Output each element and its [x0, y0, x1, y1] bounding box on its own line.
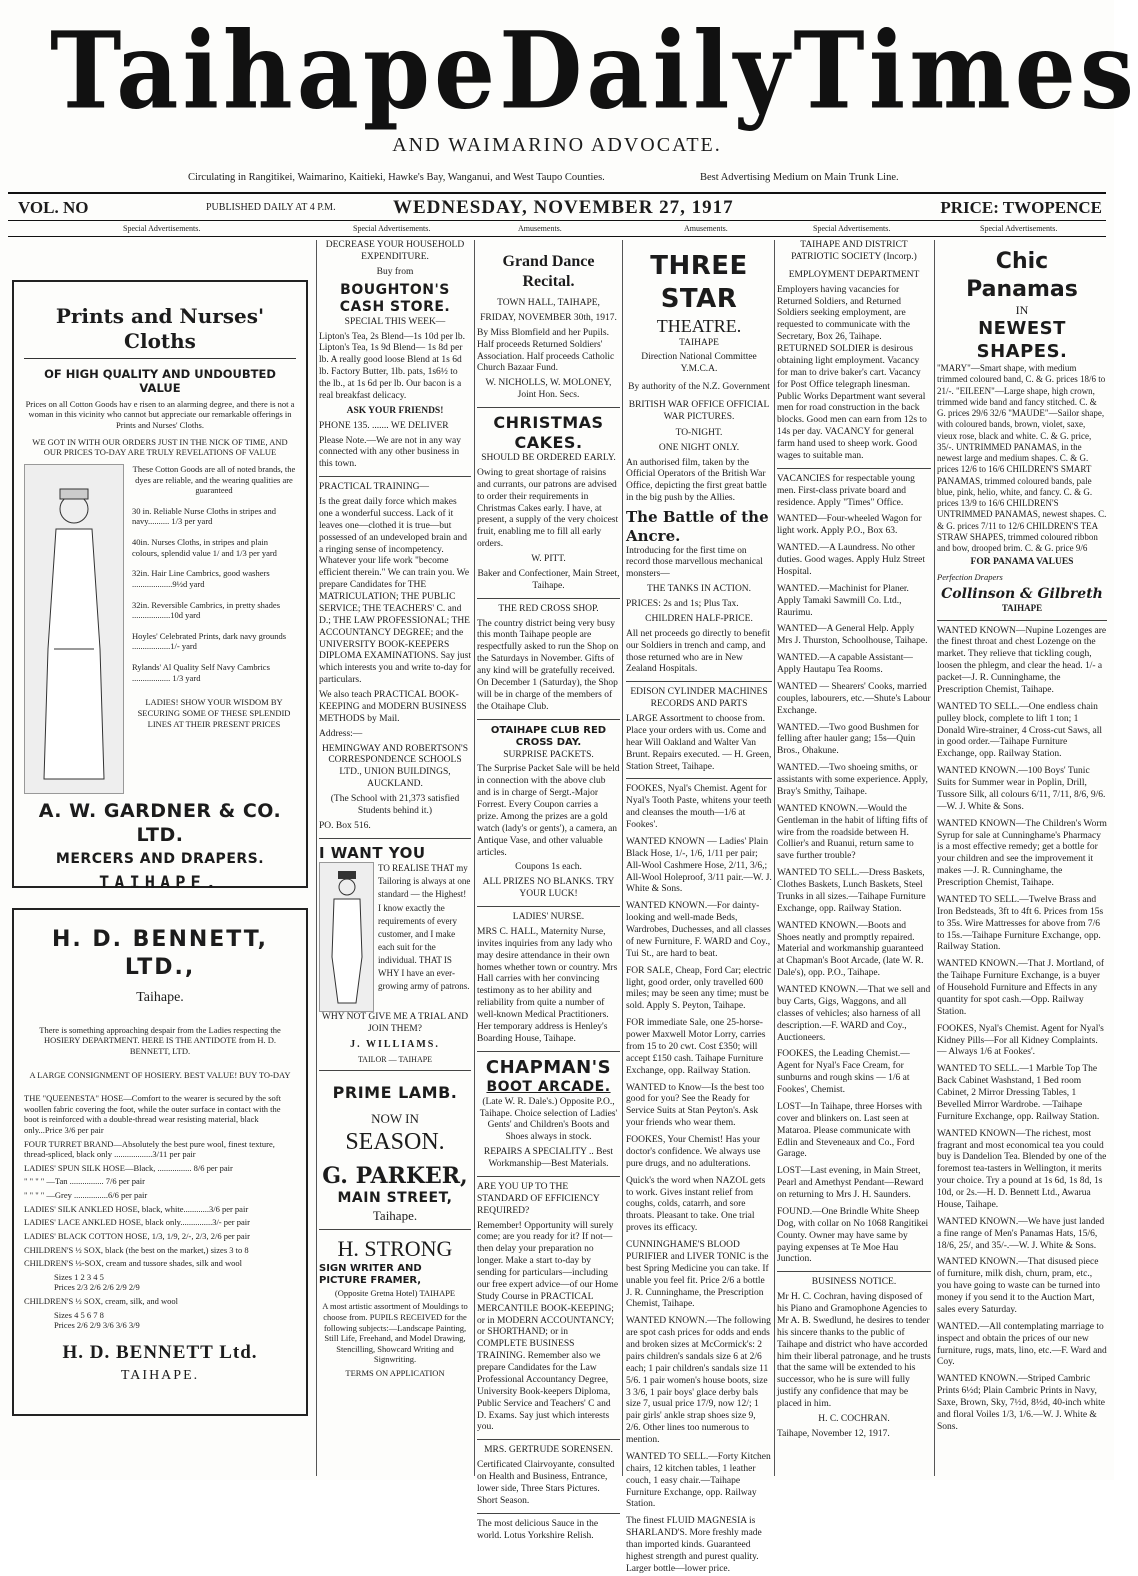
classified-item: WANTED—Four-wheeled Wagon for light work. Apply P.O., Box 63.	[777, 514, 922, 537]
classified-item: FOOKES, Nyal's Chemist. Agent for Nyal's Tooth Paste, whitens your teeth and cleanses the mouth—1/6 at Fookes'.	[626, 784, 772, 830]
williams-name: J. WILLIAMS.	[350, 1039, 440, 1051]
newspaper-title	[0, 8, 1138, 133]
bennett-large: A LARGE CONSIGNMENT OF HOSIERY. BEST VALUE! BUY TO-DAY	[29, 1070, 291, 1081]
now-in: NOW IN	[371, 1110, 419, 1126]
sox-label: CHILDREN'S ½ SOX, cream, silk, and wool	[24, 1296, 179, 1306]
classified-item: WANTED KNOWN — Ladies' Plain Black Hose, 1/-, 1/6, 1/11 per pair; All-Wool Cashmere Hose, 2/11, 3/6,; All-Wool Holeproof, 3/11 pair.—W. J. White & Sons.	[626, 836, 772, 895]
phone-line: PHONE 135. ....... WE DELIVER	[319, 420, 449, 431]
divider	[8, 192, 1106, 194]
collinson-town: TAIHAPE	[1001, 603, 1043, 614]
season-title: SEASON.	[345, 1128, 445, 1155]
classified-item: FOOKES, Your Chemist! Has your doctor's confidence. We always use pure drugs, and no adulterations.	[626, 1135, 761, 1169]
employment-text: Employers having vacancies for Returned Soldiers, and Returned Soldiers seeking employment, are requested to communicate with the Secretary, Box 26, Taihape. RETURNED SOLDIER is desirous obtaining light employment. Vacancy for man to drive baker's cart. Vacancy for Post Office telegraph linesman. Public Works Department want several men for road construction in the back blocks. Good men can earn from 12s to 14s per day. VACANCY for general farm hand used to sheep work. Good wages to suitable man.	[777, 284, 927, 461]
surprise-text: The Surprise Packet Sale will be held in connection with the above club and is in charge of Sergt.-Major Forrest. Every Coupon carries a prize. Among the prizes are a gold watch (lady's or gents'), a camera, an Antique Vase, and other valuable articles.	[477, 764, 620, 858]
hosiery-line: LADIES' SPUN SILK HOSE—Black, ................ 8/6 per pair	[24, 1162, 233, 1173]
tonight: TO-NIGHT.	[675, 427, 723, 438]
cochran-date: Taihape, November 12, 1917.	[777, 1428, 890, 1439]
edison-text: LARGE Assortment to choose from. Place your orders with us. Come and hear Will Oakland and Walter Van Brunt. Repairs executed. — H. Green, Station Street, Taihape.	[626, 714, 772, 772]
po-box: PO. Box 516.	[319, 820, 371, 831]
chic-in: IN	[1015, 303, 1029, 317]
parker-name: G. PARKER,	[322, 1162, 468, 1189]
bennett-town: Taihape.	[136, 990, 184, 1005]
classified-item: CUNNINGHAME'S BLOOD PURIFIER and LIVER TONIC is the best Spring Medicine you can take. If unable you feel fit. Price 2/6 a bottle J. R. Cunninghame, the Prescription Chemist, Taihape.	[626, 1240, 769, 1310]
classified-item: WANTED KNOWN.—That disused piece of furniture, milk dish, churn, pram, etc., you have going to waste can be turned into money if you send it to the Auction Mart, sales every Saturday.	[937, 1257, 1101, 1315]
patriotic-title: TAIHAPE AND DISTRICT PATRIOTIC SOCIETY (Incorp.)	[791, 240, 917, 262]
boughton-title: BOUGHTON'S	[340, 281, 450, 298]
classified-item: Quick's the word when NAZOL gets to work. Gives instant relief from coughs, colds, catarrh, and sore throats. Pleasant to take. One trial proves its efficacy.	[626, 1175, 766, 1234]
hosiery-line: LADIES' SILK ANKLED HOSE, black, white............3/6 per pair	[24, 1203, 249, 1214]
vacancies: VACANCIES for respectable young men. First-class private board and residence. Apply "Times" Office.	[777, 473, 915, 508]
cash-store-title: CASH STORE.	[339, 299, 451, 316]
classified-item: WANTED KNOWN.—The following are spot cash prices for odds and ends and broken sizes at McCormick's: 2 pairs children's sandals size 6 at 2/6 each; 1 pair children's sandals size 11 5/6. 1 pair women's house boots, size 3 3/6, 1 pair boys' glace derby bals size 7, usual price 17/9, now 12/; 1 pair girls' ankle strap shoes size 9, 2/6. Other lines too numerous to mention.	[626, 1316, 771, 1445]
collinson-logo: Collinson & Gilbreth	[941, 585, 1103, 602]
title-word: Daily	[499, 8, 794, 133]
classified-item: WANTED TO SELL.—Dress Baskets, Clothes Baskets, Lunch Baskets, Steel Trunks in all sizes.—Taihape Furniture Exchange, opp. Railway Station.	[777, 868, 926, 914]
pitt-trade: Baker and Confectioner, Main Street, Taihape.	[477, 568, 620, 591]
chapman-text: (Late W. R. Dale's.) Opposite P.O., Taihape. Choice selection of Ladies' Gents' and Children's Boots and Shoes always in stock.	[479, 1096, 618, 1143]
nurse-text: MRS C. HALL, Maternity Nurse, invites inquiries from any lady who may desire attendance in their own homes whether town or country. Mrs Hall carries with her convincing testimony as to her ability and reliability from quite a number of well-known Medical Practitioners. Her temporary address is Henley's Boarding House, Taihape.	[477, 926, 618, 1044]
business-text: Mr H. C. Cochran, having disposed of his Piano and Gramophone Agencies to Mr A. B. Swedlund, he desires to tender his sincere thanks to the public of Taihape and district who have accorded him their liberal patronage, and he trusts that the same will be extended to his successor, who he is sure will fully justify any confidence that may be placed in him.	[777, 1292, 931, 1409]
cotton-note: These Cotton Goods are all of noted brands, the dyes are reliable, and the wearing qualities are guaranteed	[132, 463, 296, 496]
all-prizes: ALL PRIZES NO BLANKS. TRY YOUR LUCK!	[482, 877, 615, 900]
classified-item: WANTED KNOWN.—That J. Mortland, of the Taihape Furniture Exchange, is a buyer of Household Furniture and Effects in any quantity for spot cash.—Opp. Railway Station.	[937, 959, 1105, 1017]
want-you-title: I WANT YOU	[319, 843, 426, 862]
classified-item: WANTED KNOWN—The richest, most fragrant and most economical tea you could buy is Dandelion Tea. Blended by one of the foremost tea-tasters in Wellington, it merits your choice. Try a pound at 1s 6d, 1s 8d, 1s 10d, or 2s.—H. D. Bennett Ltd., Awarua House, Taihape.	[937, 1128, 1107, 1210]
nurse-title: LADIES' NURSE.	[512, 912, 585, 922]
title-word: Times	[793, 8, 1138, 133]
gardner-name: A. W. GARDNER & CO. LTD.	[38, 799, 282, 846]
ancre-text: Introducing for the first time on record those marvellous mechanical monsters—	[626, 545, 763, 580]
ancre-title: The Battle of the Ancre.	[626, 508, 769, 545]
strong-text: A most artistic assortment of Mouldings to choose from. PUPILS RECEIVED for the following subjects:—Landscape Painting, Still Life, Freehand, and Model Drawing, Stencilling, Showcard Writing and Signwriting.	[322, 1301, 468, 1365]
dance-text: By Miss Blomfield and her Pupils. Half proceeds Returned Soldiers' Association. Half proceeds Catholic Church Bazaar Fund.	[477, 327, 615, 374]
school-address: HEMINGWAY AND ROBERTSON'S CORRESPONDENCE SCHOOLS LTD., UNION BUILDINGS, AUCKLAND.	[321, 743, 469, 790]
column-headers	[8, 223, 1106, 237]
children-price: CHILDREN HALF-PRICE.	[645, 613, 753, 624]
hosiery-line: LADIES' BLACK COTTON HOSE, 1/3, 1/9, 2/-, 2/3, 2/6 per pair	[24, 1230, 250, 1241]
surprise-title: SURPRISE PACKETS.	[503, 749, 594, 760]
column-3	[477, 240, 620, 1541]
hosiery-list	[24, 1139, 296, 1331]
classified-item: WANTED TO SELL.—Forty Kitchen chairs, 12 kitchen tables, 1 leather couch, 1 easy chair.—Taihape Furniture Exchange, opp. Railway Station.	[626, 1451, 771, 1510]
gardner-order-note: WE GOT IN WITH OUR ORDERS JUST IN THE NICK OF TIME, AND OUR PRICES TO-DAY ARE TRULY REVELATIONS OF VALUE	[32, 436, 288, 458]
classified-item: LOST—Last evening, in Main Street, Pearl and Amethyst Pendant—Reward on returning to Mrs J. H. Saunders.	[777, 1166, 924, 1200]
classified-item: WANTED.—All contemplating marriage to inspect and obtain the prices of our new furniture, rugs, mats, lino, etc.—F. Ward and Coy.	[937, 1321, 1107, 1368]
classified-item: WANTED — Shearers' Cooks, married couples, labourers, etc.—Shute's Labour Exchange.	[777, 681, 931, 716]
classified-item: WANTED KNOWN.—100 Boys' Tunic Suits for Summer wear in Poplin, Drill, Tussore Silk, all colours 6/11, 7/11, 8/6, 9/6.—W. J. White & Sons.	[937, 766, 1106, 812]
tailor-advert	[319, 862, 471, 1012]
column-6	[937, 240, 1107, 1478]
classified-item: WANTED KNOWN.—For dainty-looking and well-made Beds, Wardrobes, Duchesses, and all classes of new Furniture, F. WARD and Coy., Tui St., are hard to beat.	[626, 901, 771, 959]
dance-title: Grand Dance Recital.	[502, 253, 595, 290]
classified-item: WANTED.—A Laundress. No other duties. Good wages. Apply Hulz Street Hospital.	[777, 543, 926, 577]
perfection-drapers: Perfection Drapers	[937, 572, 1003, 583]
price-item: 32in. Hair Line Cambrics, good washers ...................9½d yard	[132, 568, 270, 589]
best-medium-line: Best Advertising Medium on Main Trunk Line.	[700, 172, 899, 183]
panama-list: "MARY"—Smart shape, with medium trimmed coloured band, C. & G. prices 18/6 to 21/-. "EILEEN"—Large shape, high crown, trimmed wide band and fancy stitched. C. & G. prices 29/6 32/6 "MAUDE"—Sailor shape, with coloured bands, brown, violet, saxe, vieux rose, black and white. C. & G. price, 35/-. UNTRIMMED PANAMAS, in the newest large and medium shapes. C. & G. prices 12/6 to 16/6 CHILDREN'S SMART PANAMAS, trimmed coloured bands, pale blue, pink, helio, white, and fancy. C. & G. prices 13/9 to 16/6 CHILDREN'S UNTRIMMED PANAMAS, newest shapes. C. & G. prices 7/11 to 12/6 CHILDREN'S TEA STRAW SHAPES, trimmed coloured ribbon and bow, drooped brim. C. & G. price 9/6	[937, 363, 1107, 553]
newest-shapes-title: NEWEST SHAPES.	[976, 318, 1068, 362]
dance-secretaries: W. NICHOLLS, W. MOLONEY, Joint Hon. Secs.	[485, 378, 612, 401]
column-rule	[474, 240, 475, 1476]
gardner-trade: MERCERS AND DRAPERS.	[55, 851, 265, 868]
red-cross-title: THE RED CROSS SHOP.	[498, 603, 599, 614]
classified-item: WANTED—A General Help. Apply Mrs J. Thurston, Schoolhouse, Taihape.	[777, 624, 928, 647]
theatre-authority: By authority of the N.Z. Government	[628, 382, 770, 393]
classified-item: FOUND.—One Brindle White Sheep Dog, with collar on No 1068 Rangitikei County. Owner may have same by paying expenses at Te Moe Hau Junction.	[777, 1206, 929, 1265]
column-header: Amusements.	[518, 224, 562, 233]
date-bar	[8, 197, 1106, 219]
prime-lamb-title: PRIME LAMB.	[332, 1082, 458, 1102]
three-star-title: THREE STAR	[650, 251, 748, 314]
classified-item: WANTED to Know—Is the best too good for you? See the Ready for Service Suits at Stan Peyton's. Ask your friends who wear them.	[626, 1082, 764, 1129]
standard-heading: ARE YOU UP TO THE STANDARD OF EFFICIENCY REQUIRED?	[477, 1181, 600, 1216]
special-week: SPECIAL THIS WEEK—	[344, 316, 446, 327]
panama-values: FOR PANAMA VALUES	[970, 557, 1074, 568]
strong-location: (Opposite Gretna Hotel) TAIHAPE	[334, 1287, 456, 1298]
classified-item: WANTED KNOWN.—That we sell and buy Carts, Gigs, Waggons, and all classes of vehicles; also harness of all description.—F. WARD and Coy., Auctioneers.	[777, 985, 931, 1043]
sorensen-text: Certificated Clairvoyante, consulted on Health and Business, Entrance, lower side, Three Stars Pictures. Short Season.	[477, 1460, 615, 1506]
newspaper-subtitle: AND WAIMARINO ADVOCATE.	[392, 134, 722, 156]
gardner-intro: Prices on all Cotton Goods hav e risen to an alarming degree, and there is not a woman in this vicinity who cannot but appreciate our remarkable offerings in Prints and Nurses' Cloths.	[25, 398, 295, 430]
column-rule	[316, 240, 317, 1476]
pitt-name: W. PITT.	[531, 554, 566, 564]
business-title: BUSINESS NOTICE.	[811, 1277, 897, 1288]
one-night: ONE NIGHT ONLY.	[658, 442, 740, 453]
gardner-subtitle: OF HIGH QUALITY AND UNDOUBTED VALUE	[44, 367, 276, 396]
tanks: THE TANKS IN ACTION.	[646, 584, 752, 595]
coupons: Coupons 1s each.	[515, 862, 582, 873]
store-specials: Lipton's Tea, 2s Blend—1s 10d per lb. Lipton's Tea, 1s 9d Blend— 1s 8d per lb. A really good loose Blend at 1s 6d lb. Factory Butter, 1lb. pats, 1s6½ to the lb., at 1s 6d per lb. Our bacon is a real breakfast delicacy.	[319, 331, 465, 401]
price-item: Rylands' Al Quality Self Navy Cambrics .................. 1/3 yard	[132, 662, 270, 683]
column-5	[777, 240, 931, 1478]
column-4	[626, 240, 772, 1574]
tailor-text: TO REALISE THAT my Tailoring is always at one standard — the Highest! I know exactly the requirements of every customer, and I make each suit for the individual. THAT IS WHY I have an ever-growing army of patrons.	[378, 863, 471, 991]
otaihape-title: OTAIHAPE CLUB RED CROSS DAY.	[490, 724, 607, 748]
hosiery-line: CHILDREN'S ½-SOX, cream and tussore shades, silk and wool	[24, 1258, 243, 1269]
classified-item: WANTED KNOWN—The Children's Worm Syrup for sale at Cunninghame's Pharmacy is a most effective remedy; get a bottle for your children and see the improvement it makes —J. R. Cunninghame, the Prescription Chemist, Taihape.	[937, 818, 1107, 888]
classified-item: FOR SALE, Cheap, Ford Car; electric light, good order, only travelled 600 miles; may be seen any time; must be sold. Apply S. Peyton, Taihape.	[626, 965, 772, 1012]
film-text: An authorised film, taken by the Official Operators of the British War Office, depicting the first great battle in the big push by the Allies.	[626, 457, 767, 504]
bennett-title: H. D. BENNETT, LTD.,	[51, 927, 269, 980]
price-item: 40in. Nurses Cloths, in stripes and plain colours, splendid value 1/ and 1/3 per yard	[132, 537, 277, 558]
cochran-name: H. C. COCHRAN.	[818, 1413, 890, 1424]
theatre-town: TAIHAPE	[679, 337, 719, 348]
chapman-title: CHAPMAN'S	[485, 1056, 612, 1078]
hosiery-line: FOUR TURRET BRAND—Absolutely the best pure wool, finest texture, thread-spliced, black only ..................3/11 per pair	[24, 1138, 275, 1160]
address-label: Address:—	[319, 728, 363, 739]
strong-name: H. STRONG	[337, 1236, 453, 1262]
sauce-text: The most delicious Sauce in the world. Lotus Yorkshire Relish.	[477, 1518, 599, 1541]
masthead	[0, 0, 1138, 232]
gardner-items	[124, 464, 296, 794]
column-2	[319, 240, 471, 1478]
red-cross-text: The country district being very busy this month Taihape people are respectfully asked to run the Shop on the Saturdays in November. Gifts of any kind will be gratefully received. On December 1 (Saturday), the Shop will be in charge of the members of the Otaihape Club.	[477, 618, 619, 712]
war-office: BRITISH WAR OFFICE OFFICIAL WAR PICTURES.	[628, 400, 770, 422]
gardner-title: Prints and Nurses' Cloths	[24, 304, 296, 359]
gardner-town: TAIHAPE.	[99, 872, 221, 893]
chapman-repairs: REPAIRS A SPECIALITY .. Best Workmanship—Best Materials.	[483, 1147, 614, 1169]
column-header: Special Advertisements.	[813, 224, 891, 233]
classified-item: FOR immediate Sale, one 25-horse-power Maxwell Motor Lorry, carries from 15 to 20 cwt. Cost £350; will accept £150 cash. Taihape Furniture Exchange, opp. Railway Station.	[626, 1018, 766, 1076]
classified-item: WANTED TO SELL.—One endless chain pulley block, complete to lift 1 ton; 1 Donald Wire-strainer, 4 Cross-cut Saws, all in good order.—Taihape Furniture Exchange, opp. Railway Station.	[937, 701, 1103, 760]
nurse-illustration	[24, 464, 124, 794]
classified-item: WANTED.—Two shoeing smiths, or assistants with some experience. Apply, Bray's Smithy, Taihape.	[777, 763, 928, 797]
edison-title: EDISON CYLINDER MACHINES RECORDS AND PARTS	[630, 687, 768, 710]
issue-date: WEDNESDAY, NOVEMBER 27, 1917	[393, 197, 734, 218]
price-item: 30 in. Reliable Nurse Cloths in stripes and navy.......... 1/3 per yard	[132, 505, 277, 527]
classified-item: FOOKES, Nyal's Chemist. Agent for Nyal's Kidney Pills—For all Kidney Complaints. — Always 1/6 at Fookes'.	[937, 1023, 1104, 1058]
column-header: Special Advertisements.	[123, 224, 201, 233]
classified-item: WANTED TO SELL.—1 Marble Top The Back Cabinet Washstand, 1 Bed room Cabinet, 2 Mirror Dressing Tables, 1 Bevelled Mirror Wardrobe. —Taihape Furniture Exchange, opp. Railway Station.	[937, 1064, 1100, 1122]
bennett-footer: H. D. BENNETT Ltd.	[62, 1341, 258, 1363]
christmas-cakes-sub: SHOULD BE ORDERED EARLY.	[481, 453, 616, 463]
published-note: PUBLISHED DAILY AT 4 P.M.	[206, 202, 336, 213]
sox-prices: Prices 2/6 2/9 3/6 3/6 3/9	[54, 1320, 140, 1331]
column-rule	[774, 240, 775, 1476]
practical-heading: PRACTICAL TRAINING—	[319, 482, 430, 493]
tailor-illustration	[319, 862, 374, 1012]
classified-item: WANTED KNOWN.—Would the Gentleman in the habit of lifting fifts of wire from the roadside between H. Collier's and Ruanui, return same to save further trouble?	[777, 803, 928, 862]
hosiery-line: " " " " —Tan ................ 7/6 per pair	[24, 1176, 145, 1187]
column-header: Amusements.	[684, 224, 728, 233]
price-item: 32in. Reversible Cambrics, in pretty shades ..................10d yard	[132, 599, 281, 621]
sox-sizes: Sizes 4 5 6 7 8	[54, 1309, 104, 1320]
bennett-intro: There is something approaching despair from the Ladies respecting the HOSIERY DEPARTMENT. HERE IS THE ANTIDOTE from H. D. BENNETT, LTD.	[39, 1024, 281, 1056]
chic-panamas-title: Chic Panamas	[966, 249, 1078, 302]
parker-street: MAIN STREET,	[337, 1190, 453, 1207]
classified-item: WANTED KNOWN.—We have just landed a fine range of Men's Panamas Hats, 15/6, 18/6, 25/, and 35/-.—W. J. White & Sons.	[937, 1216, 1105, 1251]
man-figure-icon	[324, 867, 370, 1007]
decrease-heading: DECREASE YOUR HOUSEHOLD EXPENDITURE.	[325, 240, 465, 262]
column-rule	[622, 240, 623, 1476]
theatre-direction: Direction National Committee Y.M.C.A.	[641, 352, 757, 375]
strong-terms: TERMS ON APPLICATION	[345, 1368, 445, 1378]
sox-prices: Prices 2/3 2/6 2/6 2/9 2/9	[54, 1282, 140, 1293]
queenesta-hose: THE "QUEENESTA" HOSE—Comfort to the wearer is secured by the soft woollen fabric covering the foot, while the outer surface in contact with the boot is reinforced with a double-thread wear resisting material, black only...Price 3/6 per pair	[24, 1093, 281, 1135]
hosiery-line: " " " " —Grey ................6/6 per pair	[24, 1190, 148, 1200]
standard-text: Remember! Opportunity will surely come; are you ready for it? If not—then delay your preparation no longer. Make a start to-day by sending for particulars—including our free expert advice—of our Home Study Course in PRACTICAL MERCANTILE BOOK-KEEPING; or in MODERN ACCOUNTANCY; or SHORTHAND; or in COMPLETE BUSINESS TRAINING. Remember also we prepare Candidates for the Law Professional Accountancy Degree, University Book-keepers Diploma, Public Service and Teachers' C and D. Exams. Say just which interests you.	[477, 1220, 619, 1433]
column-1	[8, 240, 312, 1478]
hosiery-line: LADIES' LACE ANKLED HOSE, black only...............3/- per pair	[24, 1217, 250, 1228]
price-item: Hoyles' Celebrated Prints, dark navy grounds ..................1/- yard	[132, 630, 287, 652]
title-word: Taihape	[50, 8, 500, 133]
ticket-prices: PRICES: 2s and 1s; Plus Tax.	[626, 599, 739, 609]
sox-sizes: Sizes 1 2 3 4 5	[54, 1271, 104, 1282]
bennett-advert	[12, 908, 308, 1416]
please-note: Please Note.—We are not in any way connected with any other business in this town.	[319, 435, 461, 470]
classified-item: WANTED KNOWN—Nupine Lozenges are the finest throat and chest Lozenge on the market. They relieve that tickling cough, loosen the phlegm, and clear the head. 1/- a packet—J. R. Cunninghame, the Prescription Chemist, Taihape.	[937, 625, 1107, 695]
classified-item: LOST—In Taihape, three Horses with cover and blinkers on. Last seen at Mataroa. Please communicate with Edlin and Steveneaux and Co., Ford Garage.	[777, 1101, 923, 1160]
classified-item: WANTED KNOWN.—Striped Cambric Prints 6½d; Plain Cambric Prints in Navy, Saxe, Brown, Sky, 7½d, 8½d, 40-inch white and floral Voiles 1/3, 1/6.—W. J. White & Sons.	[937, 1374, 1105, 1432]
column-rule	[934, 240, 935, 1476]
gardner-advert	[12, 280, 308, 893]
net-proceeds: All net proceeds go directly to benefit our Soldiers in trench and camp, and those returned who are in New Zealand Hospitals.	[626, 628, 771, 675]
strong-trade: SIGN WRITER AND PICTURE FRAMER,	[319, 1262, 422, 1287]
buy-from: Buy from	[376, 266, 414, 277]
classified-item: WANTED.—Two good Bushmen for felling after hauler gang; 15s—Quin Bros., Ohakune.	[777, 722, 919, 757]
practical-text: Is the great daily force which makes one a wonderful success. Lack of it leaves one—clothed it is true—but possessed of an undeveloped brain and a ringing sense of incompetency. Whatever your life work "become efficient therein." We can train you. We prepare Candidates for THE MATRICULATION; THE PUBLIC SERVICE; THE TEACHERS' C. and D.; THE LAW PROFESSIONAL; THE ACCOUNTANCY DEGREE; and the UNIVERSITY BOOK-KEEPERS DIPLOMA EXAMINATIONS. Say just which interests you and write to-day for particulars.	[319, 497, 472, 686]
school-note: (The School with 21,373 satisfied Students behind it.)	[330, 794, 460, 816]
hosiery-line: CHILDREN'S ½ SOX, black (the best on the market,) sizes 3 to 8	[24, 1244, 249, 1255]
classified-item: The finest FLUID MAGNESIA is SHARLAND'S. More freshly made than imported kinds. Guaranteed highest strength and purest quality. Larger bottle—lower price.	[626, 1516, 762, 1574]
column-header: Special Advertisements.	[353, 224, 431, 233]
ask-friends: ASK YOUR FRIENDS!	[346, 405, 444, 416]
tailor-label: TAILOR — TAIHAPE	[357, 1054, 433, 1064]
christmas-cakes-title: CHRISTMAS CAKES.	[493, 413, 604, 452]
price: PRICE: TWOPENCE	[940, 198, 1102, 217]
sorensen-title: MRS. GERTRUDE SORENSEN.	[484, 1445, 613, 1456]
divider	[8, 220, 1106, 221]
gardner-ladies-note: LADIES! SHOW YOUR WISDOM BY SECURING SOME OF THESE SPLENDID LINES AT THEIR PRESENT PRICES	[137, 697, 291, 729]
classified-item: WANTED.—Machinist for Planer. Apply Tamaki Sawmill Co. Ltd., Raurimu.	[777, 583, 909, 618]
classified-item: WANTED.—A capable Assistant—Apply Hautapu Tea Rooms.	[777, 653, 913, 675]
classified-item: FOOKES, the Leading Chemist.—Agent for Nyal's Face Cream, for sunburns and rough skins — 1/6 at Fookes', Chemist.	[777, 1049, 910, 1095]
theatre-title: THEATRE.	[656, 316, 742, 336]
parker-town: Taihape.	[372, 1207, 418, 1223]
dance-date: FRIDAY, NOVEMBER 30th, 1917.	[480, 312, 617, 323]
circulation-line: Circulating in Rangitikei, Waimarino, Kaitieki, Hawke's Bay, Wanganui, and West Taupo Counties.	[188, 172, 605, 183]
christmas-cakes-text: Owing to great shortage of raisins and currants, our patrons are advised to order their requirements in Christmas Cakes early. I have, at present, a supply of the very choicest fruit, enabling me to fill all early orders.	[477, 467, 619, 550]
nurse-figure-icon	[34, 469, 114, 789]
classified-item: WANTED TO SELL.—Twelve Brass and Iron Bedsteads, 3ft to 4ft 6. Prices from 15s to 35s. Wire Mattresses for above from 7/6 to 15s.—Taihape Furniture Exchange, opp. Railway Station.	[937, 894, 1104, 953]
classified-item: WANTED KNOWN.—Boots and Shoes neatly and promptly repaired. Material and workmanship guaranteed at Chapman's Boot Arcade, (late W. R. Dale's), opp. P.O., Taihape.	[777, 920, 924, 979]
volume-number: VOL. NO	[18, 198, 89, 217]
column-header: Special Advertisements.	[980, 224, 1058, 233]
employment-title: EMPLOYMENT DEPARTMENT	[788, 269, 920, 280]
bennett-footer-town: TAIHAPE.	[120, 1367, 200, 1383]
boot-arcade-title: BOOT ARCADE.	[486, 1079, 611, 1096]
why-not: WHY NOT GIVE ME A TRIAL AND JOIN THEM?	[321, 1012, 469, 1035]
dance-hall: TOWN HALL, TAIHAPE,	[497, 298, 600, 308]
practical-text-2: We also teach PRACTICAL BOOK-KEEPING and MODERN BUSINESS METHODS by Mail.	[319, 690, 467, 724]
